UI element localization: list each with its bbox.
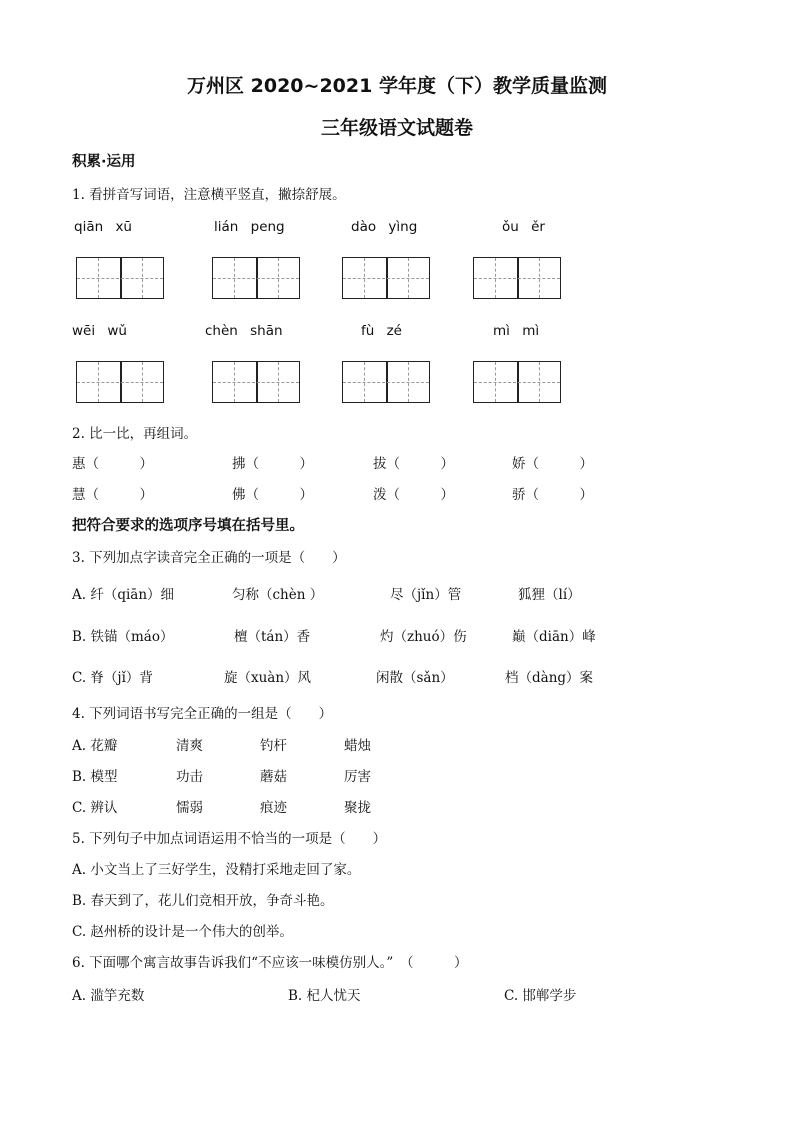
word-pair-blank[interactable]: 骄（ ）	[512, 487, 593, 503]
word-pair-blank[interactable]: 泼（ ）	[373, 487, 454, 503]
option-a-item: 匀称（chèn ）	[232, 587, 324, 603]
word-pair-blank[interactable]: 拂（ ）	[232, 456, 313, 472]
option-c[interactable]: C. 脊（jǐ）背	[72, 670, 153, 686]
option-c[interactable]: C. 赵州桥的设计是一个伟大的创举。	[72, 924, 293, 940]
tianzige-answer-box[interactable]	[473, 257, 561, 299]
word-pair-blank[interactable]: 拔（ ）	[373, 456, 454, 472]
option-c-item: 旋（xuàn）风	[224, 670, 312, 686]
word-pair-blank[interactable]: 惠（ ）	[72, 456, 153, 472]
option-a-item: 狐狸（lí）	[518, 587, 581, 603]
option-b-item: 功击	[176, 769, 203, 785]
option-a-item: 清爽	[176, 738, 203, 754]
option-a-item: 蜡烛	[344, 738, 371, 754]
option-a-item: 尽（jǐn）管	[390, 587, 462, 603]
option-b[interactable]: B. 模型	[72, 769, 118, 785]
tianzige-answer-box[interactable]	[342, 361, 430, 403]
question-6-stem: 6. 下面哪个寓言故事告诉我们“不应该一味模仿别人。” （ ）	[72, 955, 468, 971]
option-b-item: 蘑菇	[260, 769, 287, 785]
option-b-item: 灼（zhuó）伤	[380, 629, 467, 645]
question-4-stem: 4. 下列词语书写完全正确的一组是（ ）	[72, 706, 333, 722]
option-b[interactable]: B. 铁锚（máo）	[72, 629, 174, 645]
tianzige-answer-box[interactable]	[76, 361, 164, 403]
tianzige-answer-box[interactable]	[342, 257, 430, 299]
section-heading-choice: 把符合要求的选项序号填在括号里。	[72, 518, 304, 534]
option-c-item: 聚拢	[344, 800, 371, 816]
pinyin-label: mì mì	[493, 323, 540, 339]
pinyin-label: chèn shān	[205, 323, 283, 339]
option-b-item: 厉害	[344, 769, 371, 785]
tianzige-answer-box[interactable]	[473, 361, 561, 403]
exam-subtitle: 三年级语文试题卷	[320, 117, 473, 139]
option-b[interactable]: B. 春天到了，花儿们竞相开放，争奇斗艳。	[72, 893, 334, 909]
option-c[interactable]: C. 辨认	[72, 800, 118, 816]
option-c-item: 档（dàng）案	[505, 670, 594, 686]
pinyin-label: lián peng	[214, 219, 285, 235]
section-heading-accumulation: 积累·运用	[72, 154, 136, 170]
pinyin-label: ǒu ěr	[502, 219, 545, 235]
option-a[interactable]: A. 花瓣	[72, 738, 118, 754]
pinyin-label: wēi wǔ	[72, 323, 127, 339]
tianzige-answer-box[interactable]	[76, 257, 164, 299]
option-b-item: 巅（diān）峰	[512, 629, 596, 645]
option-a[interactable]: A. 纤（qiān）细	[72, 587, 175, 603]
option-c-item: 痕迹	[260, 800, 287, 816]
tianzige-answer-box[interactable]	[212, 361, 300, 403]
word-pair-blank[interactable]: 佛（ ）	[232, 487, 313, 503]
word-pair-blank[interactable]: 慧（ ）	[72, 487, 153, 503]
exam-title: 万州区 2020~2021 学年度（下）教学质量监测	[187, 75, 607, 97]
word-pair-blank[interactable]: 娇（ ）	[512, 456, 593, 472]
tianzige-answer-box[interactable]	[212, 257, 300, 299]
option-a[interactable]: A. 小文当上了三好学生，没精打采地走回了家。	[72, 862, 361, 878]
pinyin-label: dào yìng	[351, 219, 418, 235]
option-b[interactable]: B. 杞人忧天	[288, 988, 361, 1004]
option-c[interactable]: C. 邯郸学步	[504, 988, 577, 1004]
option-c-item: 懦弱	[176, 800, 203, 816]
question-1-stem: 1. 看拼音写词语，注意横平竖直，撇捺舒展。	[72, 187, 346, 203]
option-c-item: 闲散（sǎn）	[376, 670, 454, 686]
option-a-item: 钓杆	[260, 738, 287, 754]
option-b-item: 檀（tán）香	[234, 629, 311, 645]
option-a[interactable]: A. 滥竽充数	[72, 988, 145, 1004]
question-3-stem: 3. 下列加点字读音完全正确的一项是（ ）	[72, 550, 346, 566]
pinyin-label: fù zé	[361, 323, 402, 339]
question-2-stem: 2. 比一比，再组词。	[72, 426, 198, 442]
question-5-stem: 5. 下列句子中加点词语运用不恰当的一项是（ ）	[72, 831, 387, 847]
pinyin-label: qiān xū	[74, 219, 132, 235]
